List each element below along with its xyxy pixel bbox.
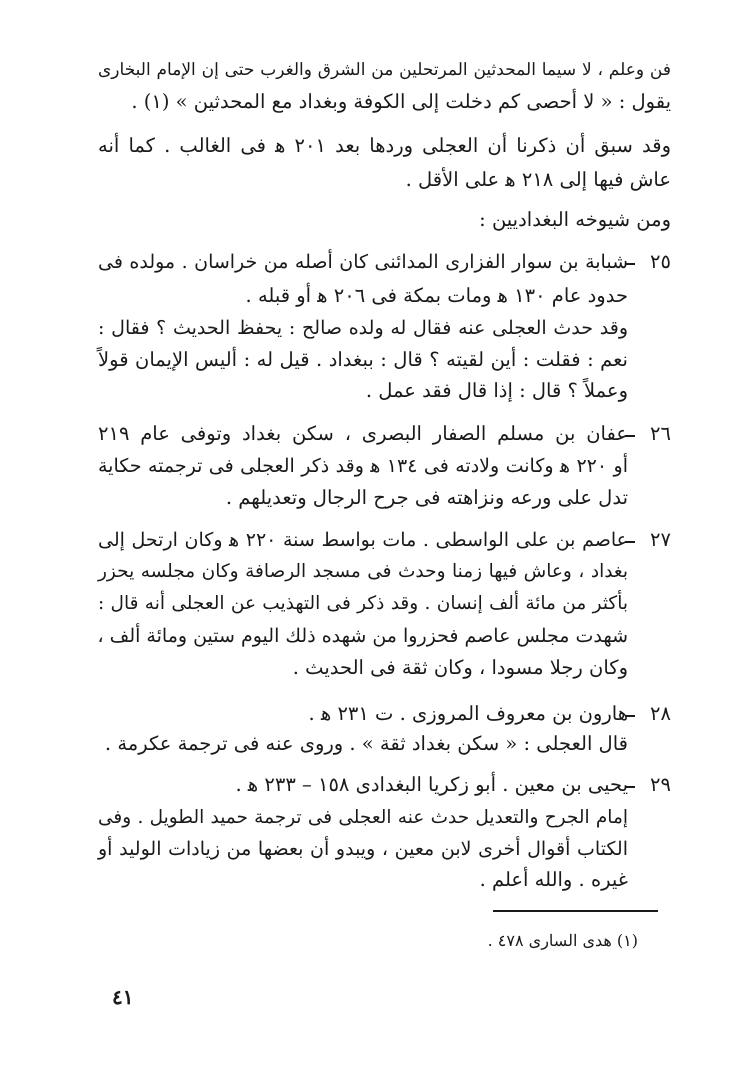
shuyukh-heading: ومن شيوخه البغداديين :	[479, 208, 671, 231]
entry-line: إمام الجرح والتعديل حدث عنه العجلى فى ترجمة حميد الطويل . وفى	[98, 807, 628, 828]
entry-line: قال العجلى : « سكن بغداد ثقة » . وروى عنه فى ترجمة عكرمة .	[104, 732, 628, 755]
entry-line: عاصم بن على الواسطى . مات بواسط سنة ٢٢٠ ﻫ وكان ارتحل إلى	[98, 529, 628, 551]
entry-line: شبابة بن سوار الفزارى المدائنى كان أصله من خراسان . مولده فى	[98, 251, 628, 273]
intro-line-2: يقول : « لا أحصى كم دخلت إلى الكوفة وبغداد مع المحدثين » (١) .	[131, 90, 671, 113]
entry-line: وقد حدث العجلى عنه فقال له ولده صالح : يحفظ الحديث ؟ فقال :	[98, 317, 628, 339]
entry-number: ٢٧	[650, 528, 671, 551]
entry-line: تدل على ورعه ونزاهته فى جرح الرجال وتعديلهم .	[225, 486, 628, 509]
entry-number: ٢٦	[650, 422, 671, 445]
entry-line: عفان بن مسلم الصفار البصرى ، سكن بغداد وتوفى عام ٢١٩	[98, 422, 628, 445]
entry-line: يحيى بن معين . أبو زكريا البغدادى ١٥٨ – ٢٣٣ ﻫ .	[235, 773, 628, 796]
entry-line: الكتاب أقوال أخرى لابن معين ، ويبدو أن بعضها من زيادات الوليد أو	[98, 838, 628, 860]
intro-line-1: فن وعلم ، لا سيما المحدثين المرتحلين من الشرق والغرب حتى إن الإمام البخارى	[98, 60, 671, 80]
entry-line: أو ٢٢٠ ﻫ وكانت ولادته فى ١٣٤ ﻫ وقد ذكر العجلى فى ترجمته حكاية	[98, 455, 628, 477]
entry-line: غيره . والله أعلم .	[479, 868, 628, 891]
entry-line: هارون بن معروف المروزى . ت ٢٣١ ﻫ .	[308, 702, 628, 725]
entry-line: نعم : فقلت : أين لقيته ؟ قال : ببغداد . قيل له : أليس الإيمان قولاً	[98, 348, 628, 371]
footnote-rule	[493, 910, 658, 912]
entry-number: ٢٨	[650, 702, 671, 725]
entry-line: حدود عام ١٣٠ ﻫ ومات بمكة فى ٢٠٦ ﻫ أو قبله .	[245, 284, 628, 307]
page-number: ٤١	[112, 985, 134, 1009]
entry-line: وكان رجلا مسودا ، وكان ثقة فى الحديث .	[292, 656, 628, 679]
arrival-line-2: عاش فيها إلى ٢١٨ ﻫ على الأقل .	[405, 168, 671, 191]
entry-line: بأكثر من مائة ألف إنسان . وقد ذكر فى التهذيب عن العجلى أنه قال :	[98, 593, 628, 614]
arrival-line-1: وقد سبق أن ذكرنا أن العجلى وردها بعد ٢٠١ ﻫ فى الغالب . كما أنه	[98, 134, 671, 157]
entry-line: وعملاً ؟ قال : إذا قال فقد عمل .	[365, 379, 628, 402]
entry-number: ٢٩	[650, 773, 671, 796]
entry-line: شهدت مجلس عاصم فحزروا من شهده ذلك اليوم ستين ومائة ألف ،	[97, 625, 628, 647]
footnote: (١) هدى السارى ٤٧٨ .	[487, 931, 638, 950]
entry-number: ٢٥	[650, 250, 671, 273]
entry-line: بغداد ، وعاش فيها زمنا وحدث فى مسجد الرصافة وكان مجلسه يحزر	[98, 561, 628, 582]
